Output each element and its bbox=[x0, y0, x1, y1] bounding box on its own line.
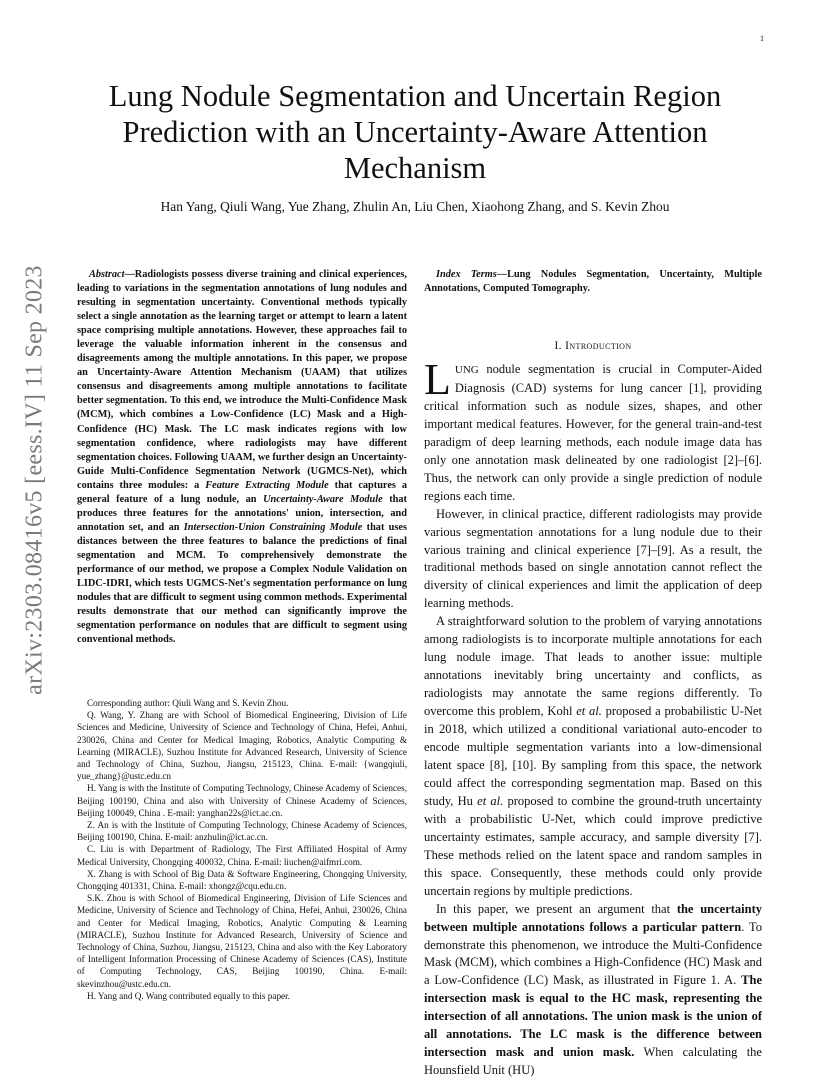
left-column bbox=[77, 268, 407, 647]
abstract bbox=[77, 268, 407, 647]
intro-emphasis: the uncertainty between multiple annotations follows a particular pattern bbox=[424, 901, 762, 934]
intro-emphasis: The intersection mask is equal to the HC mask, representing the intersection of all annotations. The union mask is the union of all annotations. The LC mask is the difference between intersection mask and union mask. bbox=[424, 973, 762, 1060]
intro-text: nodule segmentation is crucial in Computer-Aided Diagnosis (CAD) systems for lung cancer [1], providing critical information such as nodule sizes, shapes, and other important medical features. However, for the general train-and-test paradigm of deep learning methods, each nodule image data has only one annotation mask delineated by one radiologist [2]–[6]. Thus, the network can only provide a single prediction of nodule regions each time. bbox=[424, 362, 762, 503]
introduction-body bbox=[424, 355, 762, 1080]
abstract-text-3: that produces three features for the annotations' union, intersection, and annotation set, and an bbox=[77, 493, 407, 533]
footnote: H. Yang and Q. Wang contributed equally to this paper. bbox=[87, 990, 290, 1001]
arxiv-identifier bbox=[10, 265, 60, 695]
footnote: S.K. Zhou is with School of Biomedical Engineering, Division of Life Sciences and Medicine, University of Science and Technology of China, Hefei, Anhui, 230026, China and Center for Medical Imaging, Robotics, Analytic Computing & Learning (MIRACLE), Suzhou Institute for Advanced Research, University of Science and Technology of China, Suzhou, Jiangsu, 215123, China and also with the Key Laboratory of Intelligent Information Processing of Chinese Academy of Sciences (CAS), Institute of Computing Technology, CAS, Beijing 100190, China. E-mail: skevinzhou@ustc.edu.cn. bbox=[77, 893, 407, 989]
right-column bbox=[424, 268, 762, 1080]
footnotes bbox=[77, 697, 407, 1002]
footnote: Q. Wang, Y. Zhang are with School of Biomedical Engineering, Division of Life Sciences and Medicine, University of Science and Technology of China, Hefei, Anhui, 230026, China and Center for Medical Imaging, Robotics, Analytic Computing & Learning (MIRACLE), Suzhou Institute for Advanced Research, University of Science and Technology of China, Suzhou, Jiangsu, 215123, China. E-mail: {wangqiuli, yue_zhang}@ustc.edu.cn bbox=[77, 710, 407, 782]
intro-text: proposed to combine the ground-truth uncertainty with a probabilistic U-Net, which could improve predictive uncertainty estimates, sample accuracy, and sample diversity [7]. These methods relied on the latent space and random samples in this space. Consequently, these methods could only provide uncertain regions by multiple predictions. bbox=[424, 793, 762, 898]
drop-cap: L bbox=[424, 355, 451, 404]
abstract-text-4: that uses distances between the three features to balance the predictions of final segmentation and MCM. To comprehensively demonstrate the performance of our method, we propose a Complex Nodule Validation on LIDC-IDRI, which tests UGMCS-Net's segmentation performance on lung nodules that are difficult to segment using common methods. Experimental results demonstrate that our method can significantly improve the segmentation performance on nodules that are difficult to segment using conventional methods. bbox=[77, 521, 407, 646]
intro-text: . To demonstrate this phenomenon, we introduce the Multi-Confidence Mask (MCM), which combines a High-Confidence (HC) Mask and a Low-Confidence (LC) Mask, as illustrated in Figure 1. A. bbox=[424, 919, 762, 988]
abstract-module-2: Uncertainty-Aware Module bbox=[263, 493, 383, 505]
index-terms-text: Lung Nodules Segmentation, Uncertainty, Multiple Annotations, Computed Tomography. bbox=[424, 269, 762, 294]
abstract-dash: — bbox=[124, 269, 135, 280]
footnote: X. Zhang is with School of Big Data & Software Engineering, Chongqing University, Chongqing 401331, China. E-mail: xhongz@cqu.edu.cn. bbox=[77, 868, 407, 892]
abstract-text-1: Radiologists possess diverse training and clinical experiences, leading to variations in the segmentation annotations of lung nodules and resulting in segmentation uncertainty. Conventional methods typically select a single annotation as the learning target or attempt to learn a latent space comprising multiple annotations. However, these approaches fail to leverage the valuable information inherent in the consensus and disagreements among the multiple annotations. In this paper, we propose an Uncertainty-Aware Attention Mechanism (UAAM) that utilizes consensus and disagreements among multiple annotations to facilitate better segmentation. To this end, we introduce the Multi-Confidence Mask (MCM), which combines a Low-Confidence (LC) Mask and a High-Confidence (HC) Mask. The LC mask indicates regions with low segmentation confidence, where radiologists may have different segmentation choices. Following UAAM, we further design an Uncertainty-Guide Multi-Confidence Segmentation Network (UGMCS-Net), which contains three modules: a bbox=[77, 269, 407, 491]
footnote: C. Liu is with Department of Radiology, The First Affiliated Hospital of Army Medical University, Chongqing 400032, China. E-mail: liuchen@aifmri.com. bbox=[77, 844, 407, 867]
section-title: Introduction bbox=[565, 340, 632, 352]
footnote: Z. An is with the Institute of Computing Technology, Chinese Academy of Sciences, Beijing 100190, China. E-mail: anzhulin@ict.ac.cn. bbox=[77, 820, 407, 843]
section-heading bbox=[424, 340, 762, 352]
section-number: I. bbox=[554, 340, 562, 352]
footnote: Corresponding author: Qiuli Wang and S. Kevin Zhou. bbox=[87, 698, 289, 708]
et-al: et al. bbox=[477, 793, 504, 808]
intro-paragraph-3 bbox=[424, 613, 762, 900]
abstract-label: Abstract bbox=[89, 269, 125, 280]
page-number: 1 bbox=[760, 34, 764, 43]
intro-lead-word: UNG bbox=[454, 364, 479, 376]
intro-paragraph-1 bbox=[424, 355, 762, 506]
et-al: et al. bbox=[576, 704, 602, 719]
author-list: Han Yang, Qiuli Wang, Yue Zhang, Zhulin An, Liu Chen, Xiaohong Zhang, and S. Kevin Zhou bbox=[160, 199, 670, 214]
abstract-text-2: that captures a general feature of a lung nodule, an bbox=[77, 479, 407, 505]
intro-paragraph-4 bbox=[424, 901, 762, 1080]
intro-paragraph-2: However, in clinical practice, different radiologists may provide various segmentation annotations for a lung nodule due to their various training and clinical experience [7]–[9]. As a result, the traditional methods based on single annotation cannot reflect the diversity of clinical experiences and limit the application of deep learning methods. bbox=[424, 506, 762, 611]
index-terms-label: Index Terms bbox=[436, 269, 497, 280]
intro-text: A straightforward solution to the problem of varying annotations among radiologists is to incorporate multiple annotations for each lung nodule image. That leads to another issue: multiple annotations inevitably bring uncertainty and conflicts, as radiologists may annotate the same regions differently. To overcome this problem, Kohl bbox=[424, 614, 762, 719]
footnote: H. Yang is with the Institute of Computing Technology, Chinese Academy of Sciences, Beijing 100190, China and also with University of Chinese Academy of Sciences, Beijing 100049, China . E-mail: yanghan22s@ict.ac.cn. bbox=[77, 783, 407, 818]
index-terms-dash: — bbox=[496, 269, 508, 280]
intro-text: When calculating the Hounsfield Unit (HU) bbox=[424, 1045, 762, 1078]
arxiv-identifier-text: arXiv:2303.08416v5 [eess.IV] 11 Sep 2023 bbox=[21, 265, 48, 695]
intro-text: proposed a probabilistic U-Net in 2018, which utilized a conditional variational auto-encoder to encode multiple segmentation variants into a low-dimensional latent space [8], [10]. By sampling from this space, the network could affect the corresponding segmentation map. Based on this study, Hu bbox=[424, 704, 762, 808]
intro-text: In this paper, we present an argument that bbox=[436, 901, 677, 916]
index-terms bbox=[424, 268, 762, 296]
abstract-module-1: Feature Extracting Module bbox=[205, 479, 329, 491]
paper-title: Lung Nodule Segmentation and Uncertain Region Prediction with an Uncertainty-Aware Attention Mechanism bbox=[108, 79, 722, 185]
abstract-module-3: Intersection-Union Constraining Module bbox=[183, 521, 363, 533]
